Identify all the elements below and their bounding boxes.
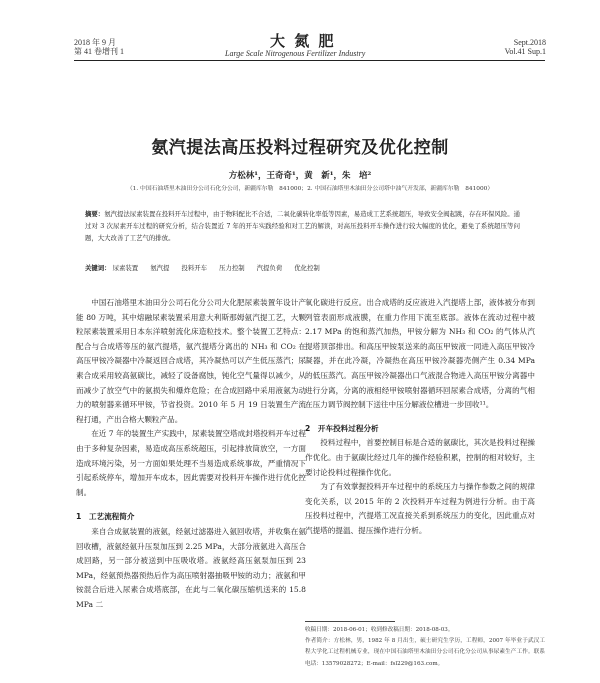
header-rule xyxy=(74,60,545,61)
footnote xyxy=(305,625,545,670)
paragraph: 来自合成氨装置的液氨，经氨过滤器进入氨回收塔，并收集在氨回收槽，液氨经氨升压泵加压到 2.25 MPa，大部分液氨进入高压合成回路，另一部分被送到中压吸收塔。液氨经高压氨泵加压到 23 MPa，经氨预热器预热后作为高压喷射器抽吸甲铵的动力；液氨和甲铵混合后进入尿素合成塔底部，在此与二氧化碳压缩机送来的 15.8 MPa 二 xyxy=(76,526,306,609)
journal-name-en: Large Scale Nitrogenous Fertilizer Industry xyxy=(225,49,366,58)
body-right-column xyxy=(305,296,535,539)
paragraph: 为了有效掌握投料开车过程中的系统压力与操作参数之间的规律变化关系，以 2015 年的 2 次投料开车过程为例进行分析。由于高压投料过程中，汽提塔工况直接关系到系统压力的变化，因此重点对汽提塔的提温、提压操作进行分析。 xyxy=(305,482,535,535)
keyword: 优化控制 xyxy=(294,264,320,272)
keyword: 压力控制 xyxy=(219,264,245,272)
footnote-rule xyxy=(305,621,395,622)
abstract-label: 摘要： xyxy=(85,210,105,218)
keyword: 汽提负荷 xyxy=(256,264,283,272)
author-bio: 作者简介：方松林，男，1982 年 8 月出生，硕士研究生学历，工程师，2007 年毕业于武汉工程大学化工过程机械专业，现在中国石油塔里木油田分公司石化分公司从事尿素生产工作。联系电话：13579028272；E-mail：fsl229@163.com。 xyxy=(305,638,545,667)
section-heading-1: 1 工艺流程简介 xyxy=(76,512,135,522)
keyword: 氨汽提 xyxy=(150,264,170,272)
body-left-column xyxy=(76,296,306,612)
issue-volume-right: Vol.41 Sup.1 xyxy=(504,47,546,56)
paragraph: 中国石油塔里木油田分公司石化分公司大化肥尿素装置年设计产能 80 万吨，其中熔融尿素装置采用意大利斯那姆氨汽提工艺，大颗粒尿素装置采用日本东洋喷射流化床造粒技术。整个装置工艺特点：配合与合成塔等压的氨汽提塔，氨汽提塔分离出的 NH₃ 和 CO₂ 在高压甲铵冷凝器中冷凝返回合成塔，其冷凝热可以产生低压蒸汽；尿素合成采用较高氨碳比，减轻了设备腐蚀，钝化空气量得以减少，从而减少了放空气中的氨损失和爆炸危险；在合成回路中采用液氨为动力的喷射器来循环甲铵，节省投资。2010 年 5 月 19 日装置生产流程打通，产出合格大颗粒产品。 xyxy=(76,298,306,424)
received-date: 收稿日期：2018-06-01；收到修改稿日期：2018-08-03。 xyxy=(305,627,454,633)
keywords xyxy=(85,263,520,272)
abstract-text: 氨汽提法尿素装置在投料开车过程中，由于物料配比不合适，二氧化碳转化率低等因素，易造成工艺系统超压，导致安全阀起跳，存在环保风险。通过对 3 次尿素开车过程的研究分析，结合装置近 7 年的开车实践经验和对工艺的解读，对高压投料开车操作进行较大幅度的优化，避免了系统超压等问题，大大改善了工艺气的排放。 xyxy=(85,210,521,243)
abstract xyxy=(85,208,520,245)
journal-logo: 大 氮 肥 xyxy=(270,32,336,50)
paragraph: 投料过程中，首要控制目标是合适的氨碳比，其次是投料过程操作优化。由于氨碳比经过几年的操作经验积累，控制的相对较好，主要讨论投料过程操作优化。 xyxy=(305,438,535,477)
keyword: 尿素装置 xyxy=(112,264,139,272)
paragraph: 在近 7 年的装置生产实践中，尿素装置空塔成封塔投料开车过程由于多种复杂因素，易造成高压系统超压，引起排放筒放空，一方面造成环境污染，另一方面如果处理不当易造成系统事故，严重情况下引起系统停车，增加开车成本，因此需要对投料开车操作进行优化控制。 xyxy=(76,429,306,497)
article-title: 氨汽提法高压投料过程研究及优化控制 xyxy=(151,138,449,158)
author-affiliations: （1. 中国石油塔里木油田分公司石化分公司，新疆库尔勒 841000；2. 中国石油塔里木油田分公司塔中油气开发部，新疆库尔勒 841000） xyxy=(126,186,494,192)
section-heading-2: 2 开车投料过程分析 xyxy=(305,423,379,433)
issue-date-left: 2018 年 9 月 xyxy=(74,38,116,47)
issue-volume-left: 第 41 卷增刊 1 xyxy=(74,47,124,56)
article-authors: 方松林¹，王奇奇¹，黄 新¹，朱 培² xyxy=(228,171,372,181)
paragraph: 氧化碳进行反应。出合成塔的反应液进入汽提塔上部，液体被分布到列管表面形成液膜，在重力作用下流至底部。液体在流动过程中被 2.17 MPa 的饱和蒸汽加热，甲铵分解为 NH₃ 和 CO₂ 的气体从汽提塔顶部排出。和高压甲铵泵送来的高压甲铵液一同进入高压甲铵冷凝器，并在此冷凝，冷凝热在高压甲铵冷凝器壳侧产生 0.34 MPa 的低压蒸汽。高压甲铵冷凝器出口气液混合物进入高压甲铵分离器中进行分离，分离的液相经甲铵喷射器循环回尿素合成塔，分离的气相在压力调节阀控制下送往中压分解液位槽进一步回收¹¹。 xyxy=(305,298,535,410)
keyword: 投料开车 xyxy=(181,264,207,272)
issue-date-right: Sept.2018 xyxy=(513,38,546,47)
keywords-label: 关键词： xyxy=(85,264,111,272)
